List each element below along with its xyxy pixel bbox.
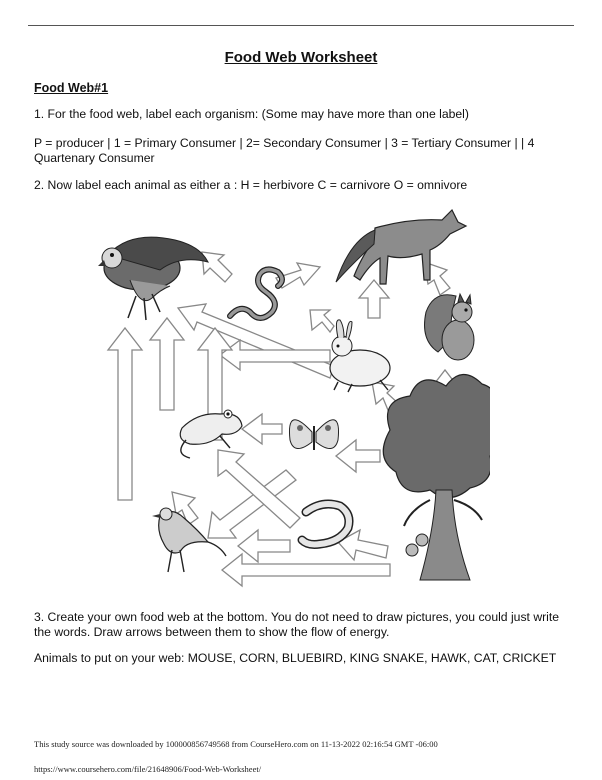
source-url[interactable]: https://www.coursehero.com/file/21648906/Food-Web-Worksheet/	[34, 764, 262, 774]
arrow-worm-to-bird	[238, 530, 290, 562]
arrow-frog-to-hawk-mid	[150, 318, 184, 410]
question-3: 3. Create your own food web at the bottom. You do not need to draw pictures, you could just write the words. Draw arrows between them to show the flow of energy.	[34, 610, 560, 639]
tree-illustration	[383, 374, 490, 580]
arrow-frog-to-hawk-left	[108, 328, 142, 500]
arrow-tree-to-bird-bottom	[222, 554, 390, 586]
rabbit-illustration	[330, 320, 390, 392]
label-legend: P = producer | 1 = Primary Consumer | 2= Secondary Consumer | 3 = Tertiary Consumer | | 4 Quartenary Consumer	[34, 136, 535, 165]
arrow-snake-to-hawk	[202, 252, 232, 282]
frog-illustration	[180, 410, 242, 458]
top-rule	[28, 25, 574, 26]
animals-list: Animals to put on your web: MOUSE, CORN, BLUEBIRD, KING SNAKE, HAWK, CAT, CRICKET	[34, 651, 557, 665]
worm-illustration	[302, 504, 349, 545]
question-2: 2. Now label each animal as either a : H = herbivore C = carnivore O = omnivore	[34, 178, 468, 192]
food-web-diagram	[90, 200, 490, 595]
squirrel-illustration	[425, 294, 475, 360]
question-1: 1. For the food web, label each organism: (Some may have more than one label)	[34, 107, 469, 121]
section-title: Food Web#1	[34, 81, 109, 95]
arrow-rabbit-to-snake	[310, 310, 334, 332]
arrow-butterfly-to-frog	[242, 414, 282, 444]
butterfly-illustration	[289, 420, 338, 450]
arrow-tree-to-butterfly	[336, 440, 380, 472]
fox-illustration	[336, 210, 466, 284]
snake-illustration	[230, 269, 282, 318]
arrow-rabbit-to-fox	[359, 280, 389, 318]
page-title: Food Web Worksheet	[224, 49, 378, 66]
source-footer: This study source was downloaded by 100000856749568 from CourseHero.com on 11-13-2022 02:16:54 GMT -06:00	[34, 739, 438, 749]
